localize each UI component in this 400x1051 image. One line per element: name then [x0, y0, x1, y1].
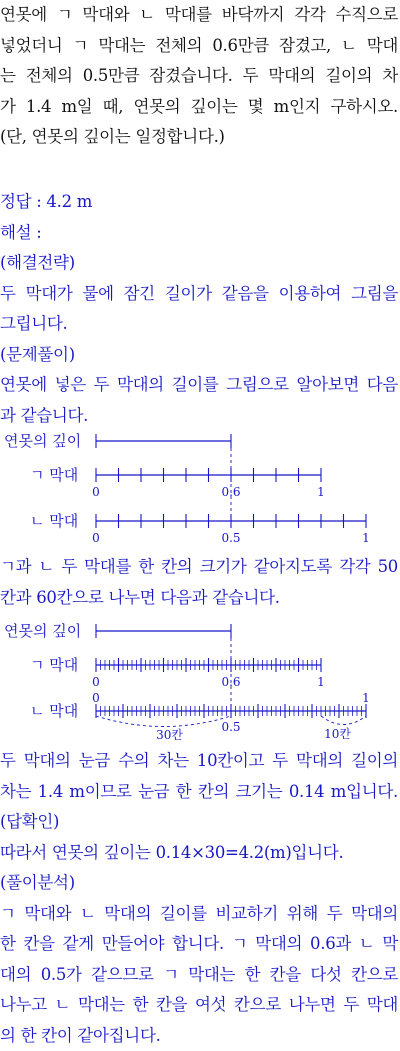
bar-diagram-2	[0, 618, 400, 748]
brace-label-10: 10칸	[324, 726, 351, 741]
bar-a-tick-label: 1	[317, 485, 325, 499]
strategy-line: 두 막대가 물에 잠긴 길이가 같음을 이용하여 그림을	[0, 279, 398, 310]
after-text	[0, 746, 398, 1051]
bar-diagram-2-svg	[0, 618, 400, 744]
problem-line: 연못에 ㄱ 막대와 ㄴ 막대를 바닥까지 각각 수직으로	[0, 0, 398, 31]
solution-heading: (문제풀이)	[0, 340, 398, 371]
analysis-line: 나누고 ㄴ 막대는 한 칸을 여섯 칸으로 나누면 두 막대	[0, 990, 398, 1021]
bar-diagram-1	[0, 428, 400, 554]
bar-b-tick-label: 0	[92, 531, 100, 545]
analysis-line: 대의 0.5가 같으므로 ㄱ 막대는 한 칸을 다섯 칸으로	[0, 960, 398, 991]
middle-line: 칸과 60칸으로 나누면 다음과 같습니다.	[0, 583, 398, 614]
bar-a-tick-label: 0	[92, 675, 100, 689]
bar-b-label: ㄴ 막대	[30, 512, 78, 530]
analysis-heading: (풀이분석)	[0, 868, 398, 899]
problem-line: 는 전체의 0.5만큼 잠겼습니다. 두 막대의 길이의 차	[0, 61, 398, 92]
solution-line: 과 같습니다.	[0, 401, 398, 432]
solution-line: 연못에 넣은 두 막대의 길이를 그림으로 알아보면 다음	[0, 370, 398, 401]
check-heading: (답확인)	[0, 807, 398, 838]
check-line: 따라서 연못의 깊이는 0.14×30=4.2(m)입니다.	[0, 838, 398, 869]
explanation-label: 해설 :	[0, 218, 398, 249]
strategy-line: 그립니다.	[0, 309, 398, 340]
bar-b-tick-label: 0.5	[221, 720, 240, 734]
depth-label: 연못의 깊이	[4, 622, 81, 640]
analysis-line: ㄱ 막대와 ㄴ 막대의 길이를 비교하기 위해 두 막대의	[0, 899, 398, 930]
bar-b-label: ㄴ 막대	[30, 702, 78, 720]
bar-diagram-1-svg	[0, 428, 400, 550]
middle-line: ㄱ과 ㄴ 두 막대를 한 칸의 크기가 같아지도록 각각 50	[0, 552, 398, 583]
brace-label-30: 30칸	[156, 727, 183, 742]
answer-line: 정답 : 4.2 m	[0, 187, 398, 218]
problem-line: 가 1.4 m일 때, 연못의 깊이는 몇 m인지 구하시오.	[0, 92, 398, 123]
problem-text	[0, 0, 398, 153]
analysis-line: 한 칸을 같게 만들어야 합니다. ㄱ 막대의 0.6과 ㄴ 막	[0, 929, 398, 960]
bar-a-tick-label: 0	[92, 485, 100, 499]
bar-a-tick-label: 0.6	[221, 675, 240, 689]
answer-block	[0, 187, 398, 431]
problem-line: (단, 연못의 깊이는 일정합니다.)	[0, 122, 398, 153]
bar-a-label: ㄱ 막대	[30, 466, 78, 484]
strategy-heading: (해결전략)	[0, 248, 398, 279]
bar-a-tick-label: 0.6	[221, 485, 240, 499]
middle-text	[0, 552, 398, 613]
bar-b-tick-label: 1	[362, 691, 370, 705]
brace-10	[321, 716, 366, 725]
after-line: 차는 1.4 m이므로 눈금 한 칸의 크기는 0.14 m입니다.	[0, 777, 398, 808]
bar-b-tick-label: 0.5	[221, 531, 240, 545]
bar-a-tick-label: 1	[317, 675, 325, 689]
after-line: 두 막대의 눈금 수의 차는 10칸이고 두 막대의 길이의	[0, 746, 398, 777]
analysis-line: 의 한 칸이 같아집니다.	[0, 1021, 398, 1051]
problem-line: 넣었더니 ㄱ 막대는 전체의 0.6만큼 잠겼고, ㄴ 막대	[0, 31, 398, 62]
depth-label: 연못의 깊이	[4, 432, 81, 450]
bar-a-label: ㄱ 막대	[30, 656, 78, 674]
bar-b-tick-label: 1	[362, 531, 370, 545]
bar-b-tick-label: 0	[92, 691, 100, 705]
brace-30	[96, 716, 231, 727]
